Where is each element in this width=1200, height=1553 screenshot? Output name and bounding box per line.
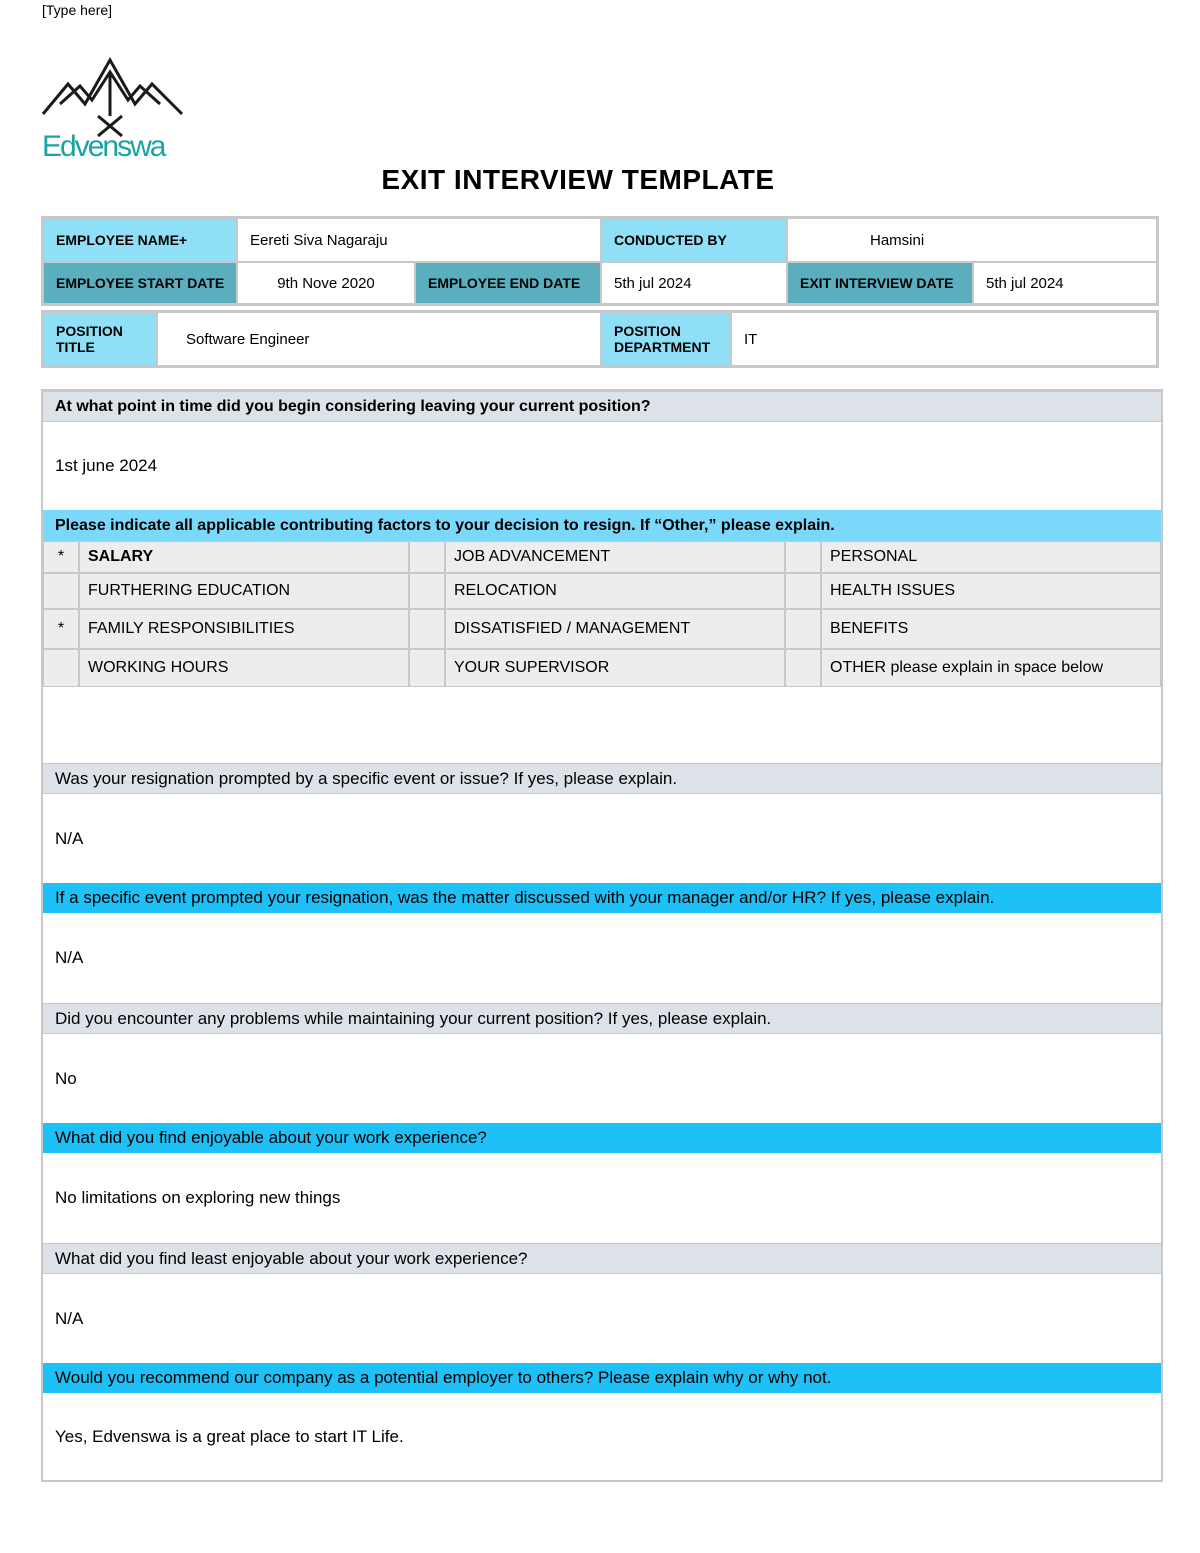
question-recommend-company: Would you recommend our company as a potential employer to others? Please explain why or why not. xyxy=(43,1363,1161,1393)
position-title-label-line1: POSITION xyxy=(56,323,123,339)
position-title-label-line2: TITLE xyxy=(56,339,95,355)
answer-problems-encountered[interactable]: No xyxy=(43,1034,1161,1123)
factor-label-other: OTHER please explain in space below xyxy=(821,649,1161,687)
factor-label-health-issues: HEALTH ISSUES xyxy=(821,573,1161,609)
question-enjoyable: What did you find enjoyable about your work experience? xyxy=(43,1123,1161,1153)
answer-least-enjoyable[interactable]: N/A xyxy=(43,1274,1161,1363)
position-department-label-line2: DEPARTMENT xyxy=(614,339,711,355)
factor-label-dissatisfied-management: DISSATISFIED / MANAGEMENT xyxy=(445,609,785,649)
question-problems-encountered: Did you encounter any problems while maintaining your current position? If yes, please explain. xyxy=(43,1003,1161,1034)
factor-label-benefits: BENEFITS xyxy=(821,609,1161,649)
employee-info-table xyxy=(41,216,1159,306)
factor-checkbox-benefits[interactable] xyxy=(785,609,821,649)
factor-checkbox-personal[interactable] xyxy=(785,541,821,573)
factor-checkbox-furthering-education[interactable] xyxy=(43,573,79,609)
employee-name-label: EMPLOYEE NAME+ xyxy=(43,218,237,262)
position-title-value[interactable]: Software Engineer xyxy=(157,312,601,366)
question-discussed-with-manager: If a specific event prompted your resignation, was the matter discussed with your manager and/or HR? If yes, please explain. xyxy=(43,883,1161,913)
factor-checkbox-working-hours[interactable] xyxy=(43,649,79,687)
question-considering-leaving: At what point in time did you begin considering leaving your current position? xyxy=(43,391,1161,422)
start-date-label: EMPLOYEE START DATE xyxy=(43,262,237,304)
factor-label-personal: PERSONAL xyxy=(821,541,1161,573)
question-least-enjoyable: What did you find least enjoyable about your work experience? xyxy=(43,1243,1161,1274)
question-specific-event: Was your resignation prompted by a specific event or issue? If yes, please explain. xyxy=(43,763,1161,794)
position-title-label xyxy=(43,312,157,366)
factor-checkbox-salary[interactable]: * xyxy=(43,541,79,573)
logo-wordmark: Edvenswa xyxy=(42,130,165,163)
factor-label-working-hours: WORKING HOURS xyxy=(79,649,409,687)
answer-recommend-company[interactable]: Yes, Edvenswa is a great place to start IT Life. xyxy=(43,1393,1161,1480)
start-date-value[interactable]: 9th Nove 2020 xyxy=(237,262,415,304)
exit-date-label: EXIT INTERVIEW DATE xyxy=(787,262,973,304)
position-department-value[interactable]: IT xyxy=(731,312,1157,366)
factor-label-relocation: RELOCATION xyxy=(445,573,785,609)
answer-considering-leaving[interactable]: 1st june 2024 xyxy=(43,422,1161,510)
document-title: EXIT INTERVIEW TEMPLATE xyxy=(381,164,775,195)
company-logo xyxy=(40,56,190,166)
answer-enjoyable[interactable]: No limitations on exploring new things xyxy=(43,1153,1161,1243)
employee-name-value[interactable]: Eereti Siva Nagaraju xyxy=(237,218,601,262)
position-table xyxy=(41,310,1159,368)
other-explanation-field[interactable] xyxy=(43,687,1161,763)
end-date-value[interactable]: 5th jul 2024 xyxy=(601,262,787,304)
answer-discussed-with-manager[interactable]: N/A xyxy=(43,913,1161,1003)
factor-label-your-supervisor: YOUR SUPERVISOR xyxy=(445,649,785,687)
factor-label-family-responsibilities: FAMILY RESPONSIBILITIES xyxy=(79,609,409,649)
questions-section xyxy=(41,389,1163,1482)
factor-label-furthering-education: FURTHERING EDUCATION xyxy=(79,573,409,609)
factor-label-salary: SALARY xyxy=(79,541,409,573)
conducted-by-value[interactable]: Hamsini xyxy=(787,218,1157,262)
factor-checkbox-dissatisfied-management[interactable] xyxy=(409,609,445,649)
factors-header: Please indicate all applicable contributing factors to your decision to resign. If “Other,” please explain. xyxy=(43,510,1161,541)
answer-specific-event[interactable]: N/A xyxy=(43,794,1161,883)
factor-checkbox-other[interactable] xyxy=(785,649,821,687)
factor-checkbox-job-advancement[interactable] xyxy=(409,541,445,573)
position-department-label-line1: POSITION xyxy=(614,323,681,339)
exit-date-value[interactable]: 5th jul 2024 xyxy=(973,262,1157,304)
position-department-label xyxy=(601,312,731,366)
end-date-label: EMPLOYEE END DATE xyxy=(415,262,601,304)
factor-checkbox-relocation[interactable] xyxy=(409,573,445,609)
conducted-by-label: CONDUCTED BY xyxy=(601,218,787,262)
header-placeholder: [Type here] xyxy=(42,2,113,18)
factor-label-job-advancement: JOB ADVANCEMENT xyxy=(445,541,785,573)
factor-checkbox-your-supervisor[interactable] xyxy=(409,649,445,687)
factor-checkbox-health-issues[interactable] xyxy=(785,573,821,609)
factor-checkbox-family-responsibilities[interactable]: * xyxy=(43,609,79,649)
